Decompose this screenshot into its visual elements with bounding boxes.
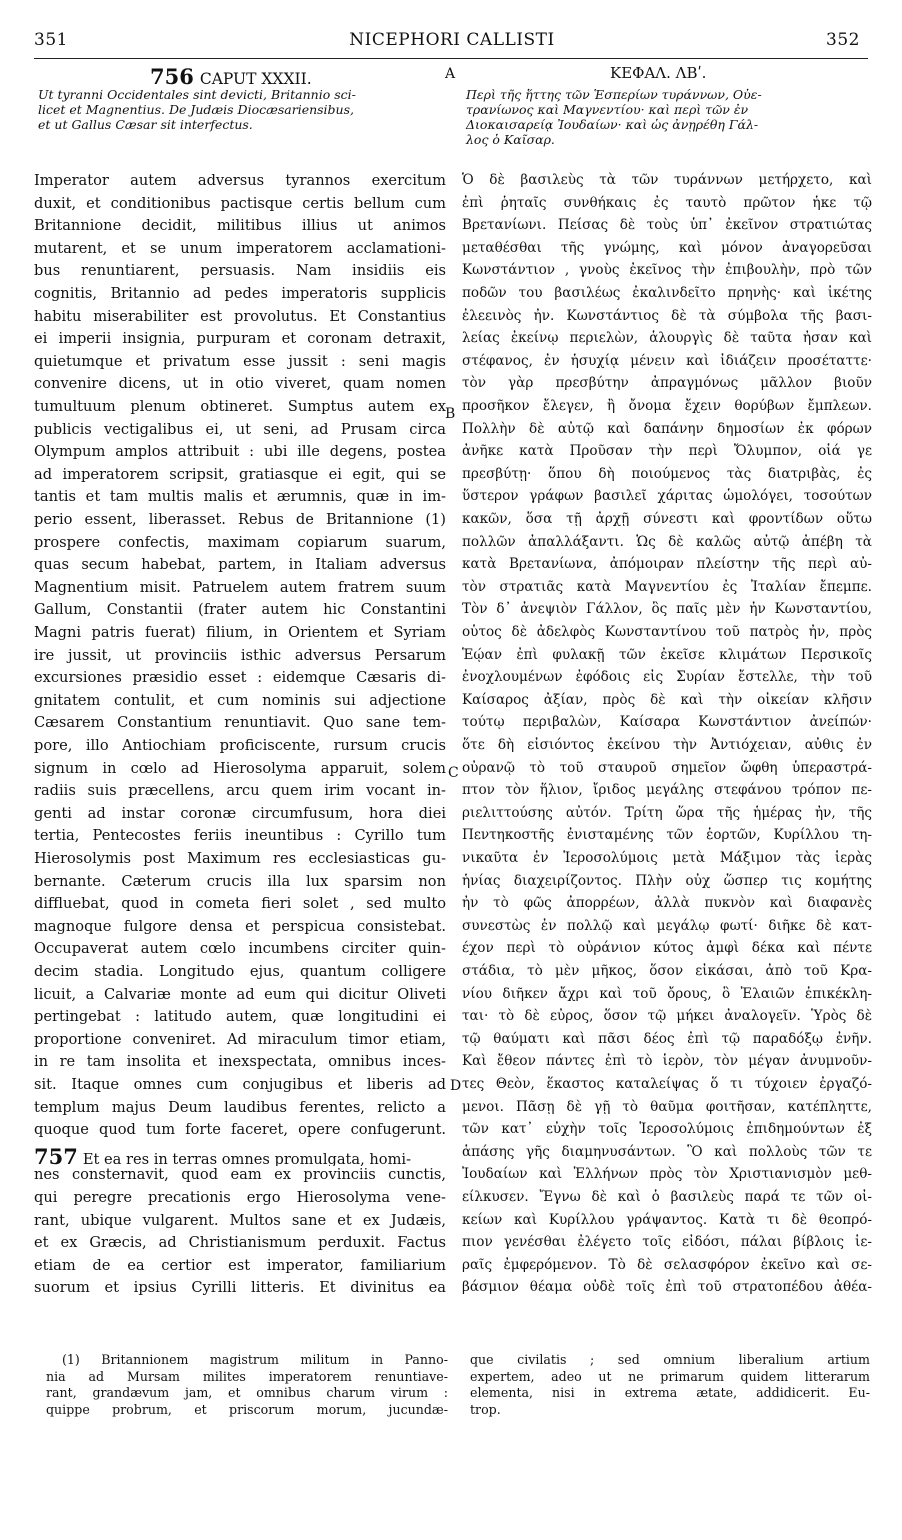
margin-marker-b: B <box>445 406 456 422</box>
margin-marker-a: A <box>445 66 456 82</box>
latin-text-line: Hierosolymis post Maximum res ecclesiasticas gu- <box>34 850 446 867</box>
latin-text-line: et ex Græcis, ad Christianismum perduxit. Factus <box>34 1234 446 1252</box>
latin-text-line: Olympum amplos attribuit : ubi ille degens, postea <box>34 443 446 461</box>
latin-text-line: radiis suis præcellens, arcu quem irim vocant in- <box>34 782 446 800</box>
latin-text-line: Magni patris fuerat) filium, in Orientem et Syriam <box>34 624 446 641</box>
greek-text-line: ριελιττούσης αὐτόν. Τρίτη ὥρα τῆς ἡμέρας ἦν, τῆς <box>462 804 872 821</box>
latin-text-line: genti ad instar coronæ circumfusum, hora diei <box>34 804 446 822</box>
latin-text-line: nes consternavit, quod eam ex provinciis cunctis, <box>34 1166 446 1184</box>
greek-text-line: τούτῳ περιβαλὼν, Καίσαρα Κωνστάντιον ἀνείπών· <box>462 714 872 731</box>
greek-text-line: στέφανος, ἐν ἡσυχίᾳ μένειν καὶ ἰδιάζειν προσέταττε· <box>462 352 872 369</box>
latin-text-line: Gallum, Constantii (frater autem hic Constantini <box>34 601 446 619</box>
latin-subtitle-line: licet et Magnentius. De Judæis Diocæsariensibus, <box>38 102 354 117</box>
latin-text-line: prospere confectis, maximam copiarum suarum, <box>34 533 446 551</box>
greek-footnote-line: expertem, adeo ut ne primarum quidem litterarum <box>470 1368 870 1384</box>
latin-text-line: publicis vectigalibus ei, ut seni, ad Prusam circa <box>34 420 446 438</box>
latin-text-line-content: Et ea res in terras omnes promulgata, homi- <box>82 1150 412 1166</box>
greek-text-line: ποδῶν του βασιλέως ἐκαλινδεῖτο πρηνὴς· καὶ ἱκέτης <box>462 285 872 301</box>
greek-text-line: ἐλεεινὸς ἦν. Κωνστάντιος δὲ τὰ σύμβολα τῆς βασι- <box>462 307 872 324</box>
greek-footnote-line: elementa, nisi in extrema ætate, addidicerit. Eu- <box>470 1385 870 1400</box>
greek-subtitle-line: Περὶ τῆς ἥττης τῶν Ἑσπερίων τυράννων, Οὐε- <box>466 87 762 102</box>
greek-text-line: στάδια, τὸ μὲν μῆκος, ὅσον εἰκάσαι, ἀπὸ τοῦ Κρα- <box>462 963 872 979</box>
greek-text-line: μεταθέσθαι τῆς γνώμης, καὶ μόνον ἀναγορεῦσαι <box>462 239 872 256</box>
greek-text-line: ὅτε δὴ εἰσιόντος ἐκείνου τὴν Ἀντιόχειαν, αὖθις ἐν <box>462 737 872 753</box>
greek-text-line: ἐπὶ ῥηταῖς συνθήκαις ἐς ταυτὸ πρῶτον ἧκε τῷ <box>462 194 872 211</box>
greek-text-line: Καὶ ἔθεον πάντες ἐπὶ τὸ ἱερὸν, τὸν μέγαν ἀνυμνοῦν- <box>462 1053 872 1070</box>
greek-text-line: Τὸν δ᾽ ἀνεψιὸν Γάλλον, ὃς παῖς μὲν ἦν Κωνσταντίου, <box>462 601 872 618</box>
greek-text-line: νίου διῆκεν ἄχρι καὶ τοῦ ὄρους, ὃ Ἐλαιῶν ἐπικέκλη- <box>462 985 872 1002</box>
greek-text-line: ἀνῆκε κατὰ Προῦσαν τὴν περὶ Ὄλυμπον, οἷά γε <box>462 443 872 460</box>
greek-text-line: οὗτος δὲ ἀδελφὸς Κωνσταντίνου τοῦ πατρὸς ἦν, πρὸς <box>462 624 872 640</box>
latin-text-line: mutarent, et se unum imperatorem acclamationi- <box>34 239 446 257</box>
latin-text-line: suorum et ipsius Cyrilli litteris. Et divinitus ea <box>34 1279 446 1297</box>
greek-text-line: Ἰουδαίων καὶ Ἑλλήνων πρὸς τὸν Χριστιανισμὸν μεθ- <box>462 1166 872 1183</box>
latin-text-line: tumultuum plenum obtineret. Sumptus autem ex <box>34 398 446 415</box>
greek-text-line: τὸν γὰρ πρεσβύτην ἀπραγμόνως μᾶλλον βιοῦν <box>462 375 872 392</box>
right-page-number: 352 <box>826 30 860 50</box>
latin-text-line: bus renuntiarent, persuasis. Nam insidiis eis <box>34 262 446 280</box>
greek-text-line: ἐνοχλουμένων ἐφόδοις εἰς Συρίαν ἔστελλε, τὴν τοῦ <box>462 669 872 686</box>
latin-text-line: Britannione decidit, militibus illius ut animos <box>34 217 446 235</box>
latin-text-line: proportione conveniret. Ad miraculum timor etiam, <box>34 1030 446 1048</box>
latin-text-line: duxit, et conditionibus pactisque certis bellum cum <box>34 194 446 212</box>
greek-text-line: τῶν κατ᾽ εὐχὴν τοῖς Ἱεροσολύμοις ἐπιδημούντων ἐξ <box>462 1121 872 1138</box>
latin-text-line: tantis et tam multis malis et ærumnis, quæ in im- <box>34 488 446 506</box>
latin-text-line: excursiones præsidio esset : eidemque Cæsaris di- <box>34 669 446 687</box>
latin-text-line: in re tam insolita et inexspectata, omnibus inces- <box>34 1053 446 1071</box>
greek-text-line: κακῶν, ὅσα τῇ ἀρχῇ σύνεστι καὶ φροντίδων οὕτω <box>462 511 872 527</box>
latin-text-line: pore, illo Antiochiam proficiscente, rursum crucis <box>34 737 446 754</box>
latin-text-line: rant, ubique vulgarent. Multos sane et ex Judæis, <box>34 1211 446 1229</box>
latin-text-line: qui peregre precationis ergo Hierosolyma vene- <box>34 1189 446 1206</box>
greek-text-line: βάσμιον θέαμα οὐδὲ τοῖς ἐπὶ τοῦ στρατοπέδου ἀθέα- <box>462 1279 872 1296</box>
latin-text-line: habitu miserabiliter est provolutus. Et Constantius <box>34 307 446 325</box>
latin-text-line: pertingebat : latitudo autem, quæ longitudini ei <box>34 1008 446 1026</box>
greek-text-line: κείων καὶ Κυρίλλου γράψαντος. Κατὰ τι δὲ θεοπρό- <box>462 1211 872 1228</box>
latin-text-line: ad imperatorem scripsit, gratiasque ei egit, qui se <box>34 465 446 483</box>
latin-footnote-line: quippe probrum, et priscorum morum, jucundæ- <box>46 1401 448 1417</box>
latin-text-column <box>34 0 446 1540</box>
greek-text-line: Πεντηκοστῆς ἐνισταμένης τῶν ἑορτῶν, Κυρίλλου τη- <box>462 827 872 844</box>
greek-text-line: Ἑῴαν ἐπὶ φυλακῇ τῶν ἐκεῖσε κλιμάτων Περσικοῖς <box>462 646 872 663</box>
latin-text-line: Imperator autem adversus tyrannos exercitum <box>34 172 446 189</box>
greek-text-line: τες Θεὸν, ἕκαστος καταλείψας ὅ τι τύχοιεν ἐργαζό- <box>462 1076 872 1092</box>
latin-column-number-mid: 757 <box>34 1143 78 1166</box>
latin-text-line: gnitatem contulit, et cum nominis sui adjectione <box>34 691 446 709</box>
latin-text-line: sit. Itaque omnes cum conjugibus et liberis ad <box>34 1076 446 1093</box>
latin-subtitle-line: Ut tyranni Occidentales sint devicti, Britannio sci- <box>38 87 356 102</box>
greek-text-line: συνεστὼς ἐν πολλῷ καὶ μεγάλῳ φωτί· διῆκε δὲ κατ- <box>462 917 872 934</box>
greek-text-line: Κωνστάντιον , γνοὺς ἐκεῖνος τὴν ἐπιβουλὴν, πρὸ τῶν <box>462 262 872 279</box>
latin-column-number-top: 756 <box>150 64 194 89</box>
greek-text-line: ἦν τὸ φῶς ἀπορρέων, ἀλλὰ πυκνὸν καὶ διαφανὲς <box>462 895 872 912</box>
greek-text-line: ἁπάσης γῆς διαμηνυσάντων. Ὃ καὶ πολλοὺς τῶν τε <box>462 1143 872 1160</box>
greek-subtitle-line: Διοκαισαρείᾳ Ἰουδαίων· καὶ ὡς ἀνῃρέθη Γάλ- <box>466 117 759 132</box>
greek-text-line: λείας ἐκείνῳ περιελὼν, ἁλουργὶς δὲ ταῦτα ἦσαν καὶ <box>462 330 872 347</box>
greek-text-line: Ὁ δὲ βασιλεὺς τὰ τῶν τυράννων μετήρχετο, καὶ <box>462 172 872 188</box>
latin-text-line: convenire dicens, ut in otio viveret, quam nomen <box>34 375 446 393</box>
latin-text-line <box>34 1144 446 1166</box>
latin-text-line: magnoque fulgore densa et perspicua consistebat. <box>34 917 446 935</box>
greek-footnote-line: trop. <box>470 1401 501 1417</box>
greek-text-line: μενοι. Πᾶσῃ δὲ γῇ τὸ θαῦμα φοιτῆσαν, κατέπληττε, <box>462 1098 872 1115</box>
greek-text-column <box>462 0 872 1540</box>
latin-subtitle-line: et ut Gallus Cæsar sit interfectus. <box>38 117 253 132</box>
greek-text-line: τὸν στρατιᾶς κατὰ Μαγνεντίου ἐς Ἰταλίαν ἔπεμπε. <box>462 578 872 595</box>
greek-text-line: τῷ θαύματι καὶ πᾶσι δέος ἐπὶ τῷ παραδόξῳ ἐνῆν. <box>462 1030 872 1047</box>
latin-footnote-line: (1) Britannionem magistrum militum in Panno- <box>62 1352 448 1367</box>
greek-text-line: ται· τὸ δὲ εὖρος, ὅσον τῷ μήκει ἀναλογεῖν. Ὑρὸς δὲ <box>462 1008 872 1025</box>
latin-text-line: Cæsarem Constantium renuntiavit. Quo sane tem- <box>34 714 446 732</box>
greek-text-line: πρεσβύτῃ· ὅπου δὴ ποιούμενος τὰς διατριβὰς, ἐς <box>462 465 872 482</box>
latin-text-line: etiam de ea certior est imperator, familiarium <box>34 1256 446 1274</box>
latin-text-line: ire jussit, ut provinciis isthic adversus Persarum <box>34 646 446 664</box>
greek-text-line: πολλῶν ἀπαλλάξαντι. Ὡς δὲ καλῶς αὐτῷ ἀπέβη τὰ <box>462 533 872 550</box>
greek-text-line: ραῖς ἐμφερόμενον. Τὸ δὲ σελασφόρον ἐκεῖνο καὶ σε- <box>462 1256 872 1273</box>
latin-text-line: quietumque et privatum esse jussit : seni magis <box>34 352 446 370</box>
greek-text-line: έχον περὶ τὸ οὐράνιον κύτος ἀμφὶ δέκα καὶ πέντε <box>462 940 872 957</box>
latin-text-line: Magnentium misit. Patruelem autem fratrem suum <box>34 578 446 596</box>
greek-chapter-title: ΚΕΦΑΛ. ΛΒʹ. <box>610 64 707 82</box>
latin-text-line: ei imperii insignia, purpuram et coronam detraxit, <box>34 330 446 348</box>
margin-marker-d: D <box>450 1078 462 1094</box>
greek-text-line: κατὰ Βρετανίωνα, ἀπόμοιραν πλείστην τῆς περὶ αὐ- <box>462 556 872 573</box>
greek-text-line: πτον τὸν ἥλιον, ἴριδος μεγάλης στεφάνου τρόπον πε- <box>462 782 872 799</box>
greek-text-line: πιον γενέσθαι ἐλέγετο τοῖς εἰδόσι, πάλαι βίβλοις ἱε- <box>462 1234 872 1251</box>
greek-text-line: Καίσαρος ἀξίαν, πρὸς δὲ καὶ τὴν οἰκείαν κλῆσιν <box>462 691 872 708</box>
latin-text-line: perio essent, liberasset. Rebus de Britannione (1) <box>34 511 446 528</box>
latin-chapter-title: CAPUT XXXII. <box>199 70 312 88</box>
margin-marker-c: C <box>448 765 459 781</box>
left-page-number: 351 <box>34 30 68 50</box>
greek-text-line: νικαῦτα ἐν Ἱεροσολύμοις μετὰ Μάξιμον τὰς ἱερὰς <box>462 850 872 866</box>
latin-text-line: cognitis, Britannio ad pedes imperatoris supplicis <box>34 285 446 302</box>
greek-text-line: είλκυσεν. Ἔγνω δὲ καὶ ὁ βασιλεὺς παρά τε τῶν οἰ- <box>462 1189 872 1205</box>
latin-text-line: tertia, Pentecostes feriis ineuntibus : Cyrillo tum <box>34 827 446 845</box>
latin-text-line: decim stadia. Longitudo ejus, quantum colligere <box>34 963 446 980</box>
latin-text-line: diffluebat, quod in cometa fieri solet , sed multo <box>34 895 446 913</box>
greek-text-line: Πολλὴν δὲ αὐτῷ καὶ δαπάνην δημοσίων ἐκ φόρων <box>462 420 872 437</box>
running-title: NICEPHORI CALLISTI <box>349 30 555 50</box>
latin-text-line: bernante. Cæterum crucis illa lux sparsim non <box>34 872 446 890</box>
latin-text-line: quas secum habebat, partem, in Italiam adversus <box>34 556 446 574</box>
greek-text-line: ἡνίας διαχειρίζοντος. Πλὴν οὐχ ὥσπερ τις κομήτης <box>462 872 872 889</box>
greek-text-line: οὐρανῷ τὸ τοῦ σταυροῦ σημεῖον ὤφθη ὑπεραστρά- <box>462 759 872 776</box>
latin-footnote-line: rant, grandævum jam, et omnibus charum virum : <box>46 1385 448 1400</box>
greek-footnote-line: que civilatis ; sed omnium liberalium artium <box>470 1352 870 1367</box>
latin-footnote-line: nia ad Mursam milites imperatorem renuntiave- <box>46 1368 448 1384</box>
latin-text-line: templum majus Deum laudibus ferentes, relicto a <box>34 1098 446 1116</box>
greek-text-line: ὕστερον γράφων βασιλεῖ χάριτας ὡμολόγει, τοσούτων <box>462 488 872 505</box>
greek-subtitle-line: λος ὁ Καῖσαρ. <box>466 132 555 147</box>
greek-text-line: Βρετανίωνι. Πείσας δὲ τοὺς ὑπ᾽ ἐκεῖνον στρατιώτας <box>462 217 872 234</box>
latin-text-line: signum in cœlo ad Hierosolyma apparuit, solem <box>34 759 446 777</box>
latin-text-line: quoque quod tum forte faceret, opere confugerunt. <box>34 1121 446 1139</box>
latin-text-line: licuit, a Calvariæ monte ad eum qui dicitur Oliveti <box>34 985 446 1003</box>
greek-text-line: προσῆκον ἔλεγεν, ἢ ὄνομα ἔχειν θορύβων ἔμπλεων. <box>462 398 872 414</box>
latin-text-line: Occupaverat autem cœlo incumbens circiter quin- <box>34 940 446 958</box>
greek-subtitle-line: τρανίωνος καὶ Μαγνεντίου· καὶ περὶ τῶν ἐν <box>466 102 749 117</box>
